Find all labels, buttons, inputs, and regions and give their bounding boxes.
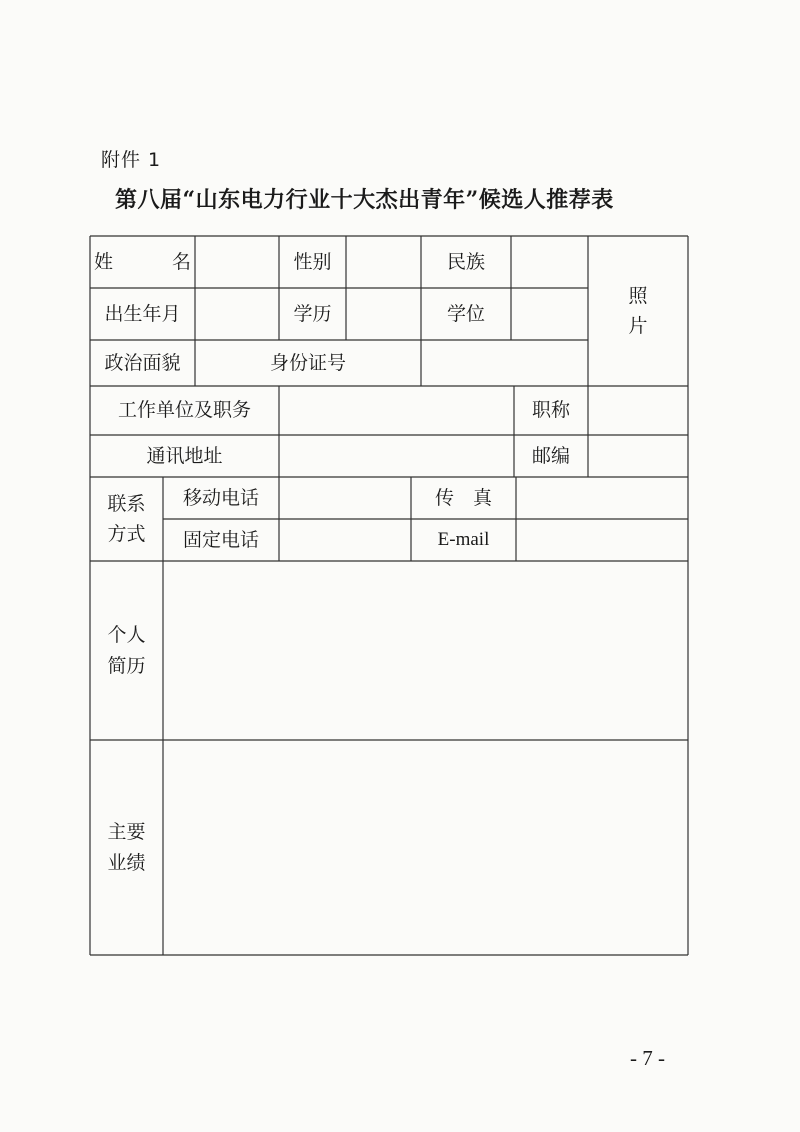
page-number: - 7 -	[630, 1046, 665, 1070]
resume-label	[90, 561, 163, 740]
degree-field[interactable]	[511, 288, 588, 340]
political-status-label: 政治面貌	[104, 351, 181, 374]
id-number-label: 身份证号	[269, 351, 346, 374]
mobile-field[interactable]	[279, 477, 411, 519]
title-rank-field[interactable]	[588, 386, 688, 435]
gender-field[interactable]	[346, 236, 421, 288]
fax-field[interactable]	[516, 477, 688, 519]
contact-label	[90, 477, 163, 561]
work-unit-label: 工作单位及职务	[117, 399, 251, 422]
photo-label-line1: 照	[628, 284, 648, 307]
landline-label: 固定电话	[182, 528, 259, 551]
attachment-label: 附件 1	[101, 149, 162, 171]
birth-date-label: 出生年月	[104, 302, 181, 325]
mobile-label: 移动电话	[182, 486, 259, 509]
degree-label: 学位	[446, 302, 485, 325]
ethnicity-label: 民族	[446, 250, 485, 273]
form-title: 第八届“山东电力行业十大杰出青年”候选人推荐表	[115, 187, 614, 213]
id-number-field[interactable]	[421, 340, 588, 386]
photo-label-line2: 片	[628, 315, 648, 337]
photo-box[interactable]	[588, 236, 688, 386]
achievements-field[interactable]	[163, 740, 688, 955]
education-field[interactable]	[346, 288, 421, 340]
landline-field[interactable]	[279, 519, 411, 561]
title-rank-label: 职称	[531, 399, 570, 422]
resume-field[interactable]	[163, 561, 688, 740]
fax-label: 传 真	[434, 486, 492, 509]
ethnicity-field[interactable]	[511, 236, 588, 288]
achievements-label-line1: 主要	[107, 821, 146, 844]
contact-label-line1: 联系	[107, 492, 146, 515]
contact-label-line2: 方式	[107, 523, 146, 545]
birth-date-field[interactable]	[195, 288, 279, 340]
achievements-label-line2: 业绩	[107, 851, 146, 874]
work-unit-field[interactable]	[279, 386, 514, 435]
name-field[interactable]	[195, 236, 279, 288]
achievements-label	[90, 740, 163, 955]
resume-label-line1: 个人	[107, 624, 146, 647]
address-field[interactable]	[279, 435, 514, 477]
address-label: 通讯地址	[146, 444, 223, 467]
email-field[interactable]	[516, 519, 688, 561]
resume-label-line2: 简历	[107, 654, 146, 677]
gender-label: 性别	[293, 250, 332, 273]
postcode-field[interactable]	[588, 435, 688, 477]
email-label: E-mail	[437, 528, 490, 550]
postcode-label: 邮编	[531, 444, 570, 467]
name-label: 姓 名	[94, 250, 212, 273]
education-label: 学历	[293, 302, 332, 325]
